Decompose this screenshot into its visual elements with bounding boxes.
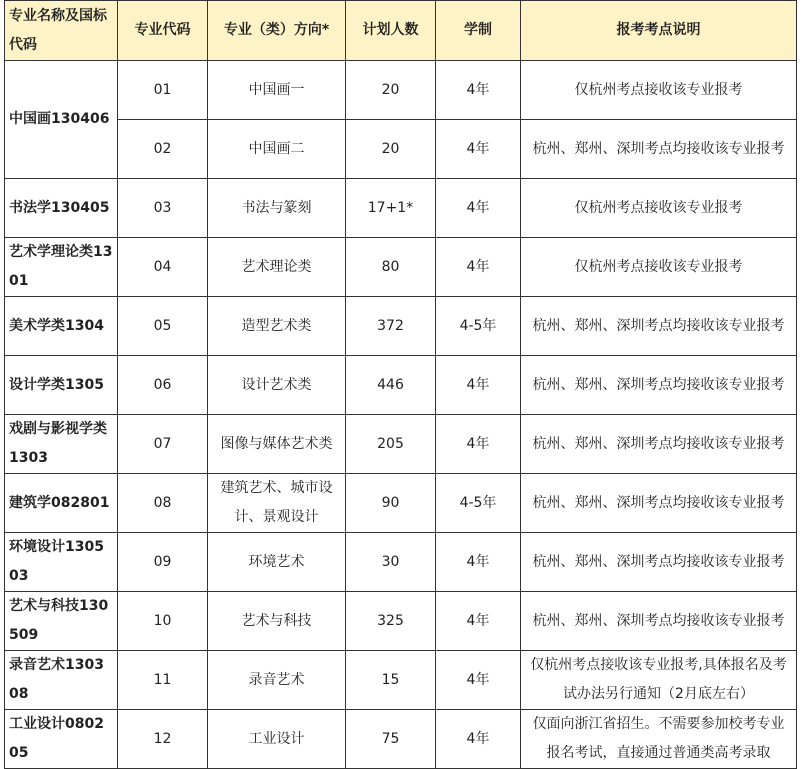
study-years: 4年 xyxy=(436,592,521,651)
study-years: 4年 xyxy=(436,651,521,710)
major-name: 中国画130406 xyxy=(5,61,118,179)
plan-count: 15 xyxy=(346,651,436,710)
major-code: 07 xyxy=(118,415,208,474)
major-code: 02 xyxy=(118,120,208,179)
major-direction: 工业设计 xyxy=(208,710,346,769)
plan-count: 80 xyxy=(346,238,436,297)
major-direction: 图像与媒体艺术类 xyxy=(208,415,346,474)
exam-note: 杭州、郑州、深圳考点均接收该专业报考 xyxy=(521,474,797,533)
header-direction: 专业（类）方向* xyxy=(208,1,346,61)
plan-count: 20 xyxy=(346,120,436,179)
major-direction: 造型艺术类 xyxy=(208,297,346,356)
study-years: 4年 xyxy=(436,415,521,474)
major-name: 工业设计080205 xyxy=(5,710,118,769)
exam-note: 仅杭州考点接收该专业报考 xyxy=(521,179,797,238)
exam-note: 杭州、郑州、深圳考点均接收该专业报考 xyxy=(521,120,797,179)
table-row xyxy=(5,533,797,592)
exam-note: 仅杭州考点接收该专业报考,具体报名及考试办法另行通知（2月底左右） xyxy=(521,651,797,710)
study-years: 4年 xyxy=(436,179,521,238)
major-direction: 设计艺术类 xyxy=(208,356,346,415)
exam-note: 杭州、郑州、深圳考点均接收该专业报考 xyxy=(521,415,797,474)
table-row xyxy=(5,179,797,238)
major-direction: 环境艺术 xyxy=(208,533,346,592)
study-years: 4年 xyxy=(436,120,521,179)
major-direction: 中国画二 xyxy=(208,120,346,179)
plan-count: 205 xyxy=(346,415,436,474)
table-row xyxy=(5,297,797,356)
major-code: 10 xyxy=(118,592,208,651)
enrollment-table xyxy=(4,0,797,769)
exam-note: 仅杭州考点接收该专业报考 xyxy=(521,61,797,120)
major-direction: 书法与篆刻 xyxy=(208,179,346,238)
table-row xyxy=(5,415,797,474)
table-row xyxy=(5,61,797,120)
study-years: 4-5年 xyxy=(436,297,521,356)
table-row xyxy=(5,120,797,179)
table-row xyxy=(5,474,797,533)
header-code: 专业代码 xyxy=(118,1,208,61)
exam-note: 杭州、郑州、深圳考点均接收该专业报考 xyxy=(521,356,797,415)
study-years: 4年 xyxy=(436,238,521,297)
major-name: 书法学130405 xyxy=(5,179,118,238)
plan-count: 372 xyxy=(346,297,436,356)
major-name: 艺术学理论类1301 xyxy=(5,238,118,297)
plan-count: 325 xyxy=(346,592,436,651)
header-years: 学制 xyxy=(436,1,521,61)
major-name: 设计学类1305 xyxy=(5,356,118,415)
study-years: 4年 xyxy=(436,710,521,769)
major-direction: 录音艺术 xyxy=(208,651,346,710)
major-name: 建筑学082801 xyxy=(5,474,118,533)
header-count: 计划人数 xyxy=(346,1,436,61)
plan-count: 30 xyxy=(346,533,436,592)
header-note: 报考考点说明 xyxy=(521,1,797,61)
header-row xyxy=(5,1,797,61)
plan-count: 75 xyxy=(346,710,436,769)
table-row xyxy=(5,592,797,651)
major-name: 环境设计130503 xyxy=(5,533,118,592)
major-direction: 艺术与科技 xyxy=(208,592,346,651)
major-direction: 艺术理论类 xyxy=(208,238,346,297)
exam-note: 杭州、郑州、深圳考点均接收该专业报考 xyxy=(521,297,797,356)
exam-note: 杭州、郑州、深圳考点均接收该专业报考 xyxy=(521,592,797,651)
major-name: 艺术与科技130509 xyxy=(5,592,118,651)
table-row xyxy=(5,356,797,415)
major-code: 11 xyxy=(118,651,208,710)
table-row xyxy=(5,651,797,710)
exam-note: 仅杭州考点接收该专业报考 xyxy=(521,238,797,297)
major-direction: 建筑艺术、城市设计、景观设计 xyxy=(208,474,346,533)
header-major: 专业名称及国标代码 xyxy=(5,1,118,61)
major-code: 04 xyxy=(118,238,208,297)
major-code: 09 xyxy=(118,533,208,592)
plan-count: 20 xyxy=(346,61,436,120)
major-code: 08 xyxy=(118,474,208,533)
major-code: 06 xyxy=(118,356,208,415)
table-row xyxy=(5,710,797,769)
major-code: 03 xyxy=(118,179,208,238)
table-row xyxy=(5,238,797,297)
major-direction: 中国画一 xyxy=(208,61,346,120)
study-years: 4年 xyxy=(436,356,521,415)
study-years: 4-5年 xyxy=(436,474,521,533)
plan-count: 446 xyxy=(346,356,436,415)
major-code: 12 xyxy=(118,710,208,769)
major-code: 05 xyxy=(118,297,208,356)
plan-count: 90 xyxy=(346,474,436,533)
major-name: 录音艺术130308 xyxy=(5,651,118,710)
major-code: 01 xyxy=(118,61,208,120)
major-name: 戏剧与影视学类1303 xyxy=(5,415,118,474)
study-years: 4年 xyxy=(436,533,521,592)
major-name: 美术学类1304 xyxy=(5,297,118,356)
plan-count: 17+1* xyxy=(346,179,436,238)
exam-note: 仅面向浙江省招生。不需要参加校考专业报名考试，直接通过普通类高考录取 xyxy=(521,710,797,769)
exam-note: 杭州、郑州、深圳考点均接收该专业报考 xyxy=(521,533,797,592)
study-years: 4年 xyxy=(436,61,521,120)
